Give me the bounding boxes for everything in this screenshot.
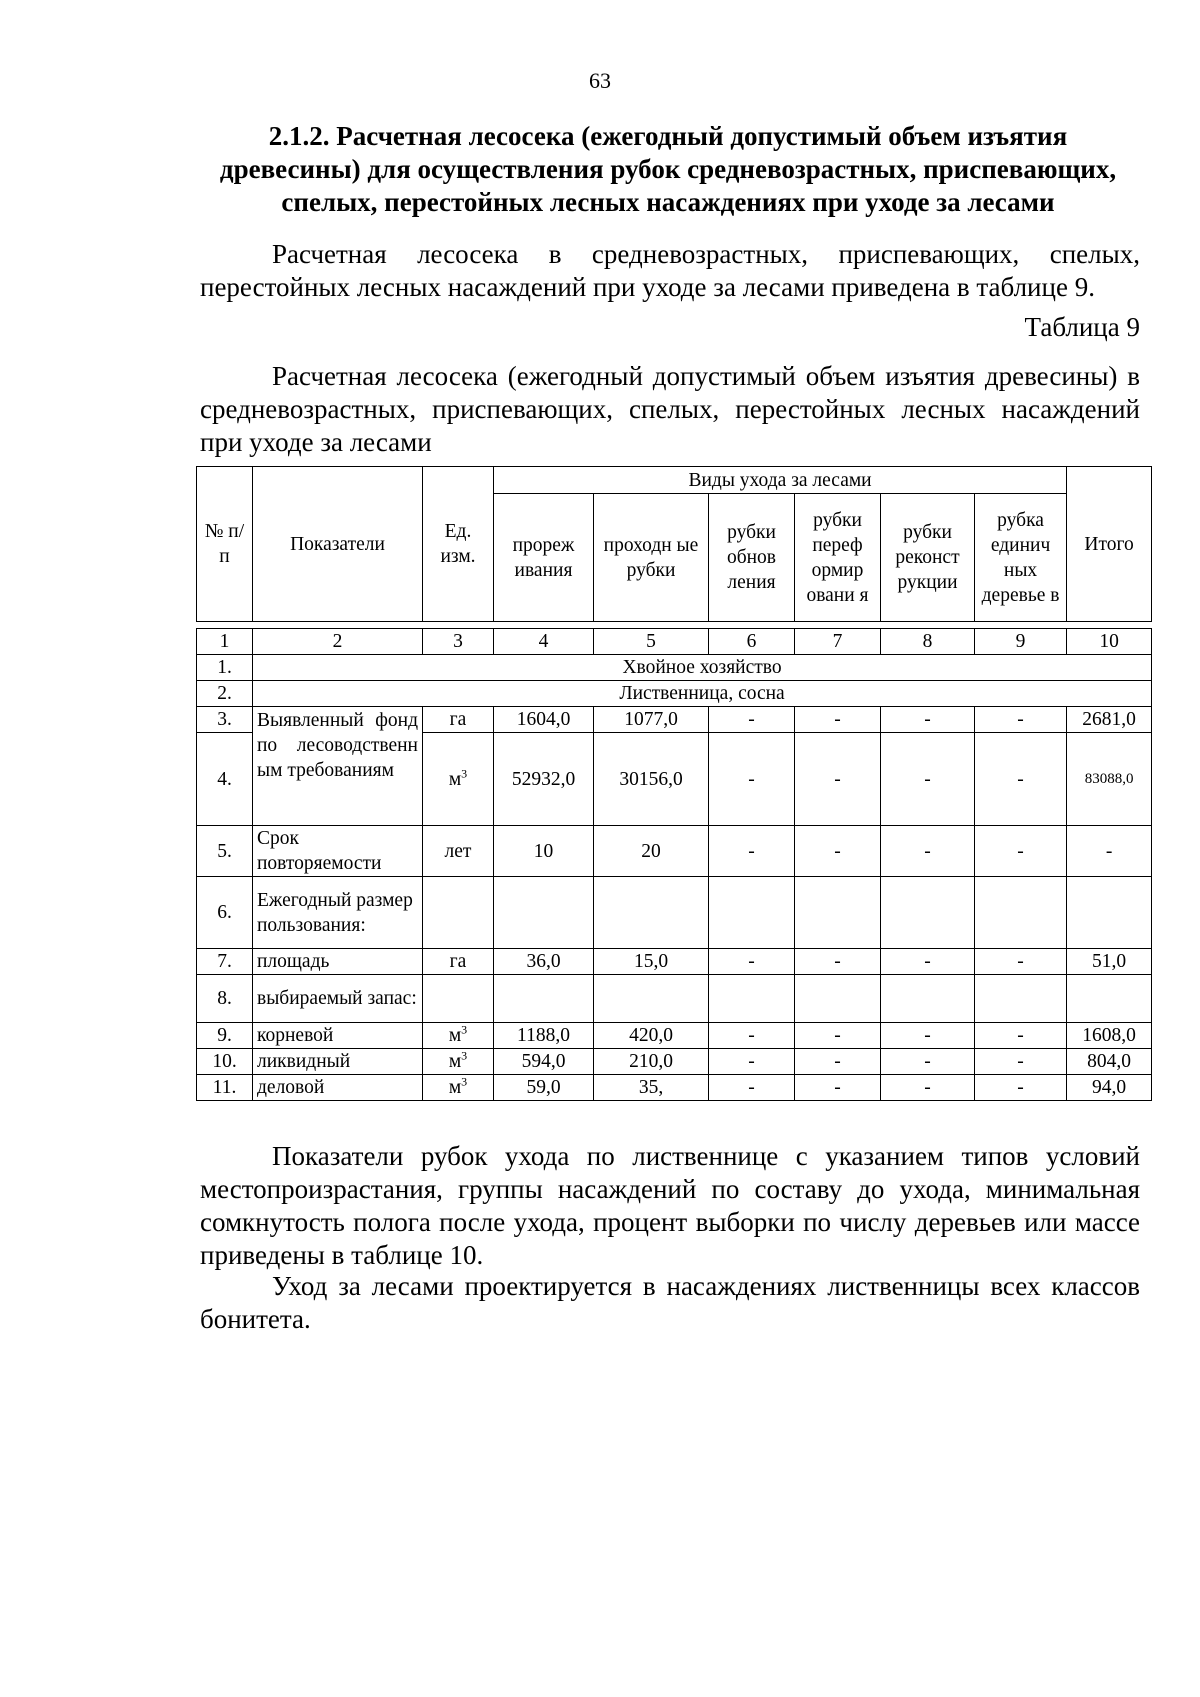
- row-num: 2.: [197, 681, 253, 707]
- empty-cell: [795, 877, 881, 949]
- header-renewal-cutting: рубки обнов ления: [709, 494, 795, 622]
- table-row: [197, 707, 1152, 733]
- cell-c6: -: [709, 707, 795, 733]
- cell-c7: -: [795, 949, 881, 975]
- col-number: 8: [881, 629, 975, 655]
- cell-c8: -: [881, 1049, 975, 1075]
- indicators-paragraph: Показатели рубок ухода по лиственнице с указанием типов условий местопроизрастания, группы насаждений по составу до ухода, минимальная сомкнутость полога после ухода, процент выборки по числу деревьев или массе приведены в таблице 10.: [200, 1141, 1140, 1270]
- cell-c7: -: [795, 1049, 881, 1075]
- cell-c4: 1604,0: [494, 707, 594, 733]
- row-unit: га: [423, 707, 494, 733]
- row-unit: [423, 1023, 494, 1049]
- row-label: ликвидный: [253, 1049, 423, 1075]
- cell-c5: 30156,0: [594, 733, 709, 826]
- table-row: [197, 655, 1152, 681]
- cell-c9: -: [975, 707, 1067, 733]
- header-row-top: [197, 467, 1152, 494]
- row-unit: [423, 1049, 494, 1075]
- col-number: 9: [975, 629, 1067, 655]
- col-number: 1: [197, 629, 253, 655]
- fund-label: Выявленный фонд по лесоводственн ым требованиям: [253, 707, 423, 826]
- cell-total: 804,0: [1067, 1049, 1152, 1075]
- cell-c8: -: [881, 707, 975, 733]
- cell-c9: -: [975, 733, 1067, 826]
- cell-c5: 15,0: [594, 949, 709, 975]
- header-total: Итого: [1067, 467, 1152, 622]
- col-number: 6: [709, 629, 795, 655]
- header-gap: [197, 622, 1152, 629]
- empty-cell: [975, 975, 1067, 1023]
- column-number-row: [197, 629, 1152, 655]
- table-row: [197, 975, 1152, 1023]
- row-label: выбираемый запас:: [253, 975, 423, 1023]
- col-number: 3: [423, 629, 494, 655]
- cell-c5: 210,0: [594, 1049, 709, 1075]
- cell-c8: -: [881, 1075, 975, 1101]
- row-num: 4.: [197, 733, 253, 826]
- intro-paragraph: Расчетная лесосека в средневозрастных, приспевающих, спелых, перестойных лесных насаждений при уходе за лесами приведена в таблице 9.: [200, 239, 1140, 302]
- cell-total: -: [1067, 826, 1152, 877]
- unit-superscript: 3: [461, 1048, 468, 1063]
- empty-cell: [594, 975, 709, 1023]
- row-num: 5.: [197, 826, 253, 877]
- cell-c8: -: [881, 949, 975, 975]
- cell-total: 1608,0: [1067, 1023, 1152, 1049]
- header-thinning: прореж ивания: [494, 494, 594, 622]
- empty-cell: [975, 877, 1067, 949]
- table-row: [197, 826, 1152, 877]
- header-care-types: Виды ухода за лесами: [494, 467, 1067, 494]
- row-label: Ежегодный размер пользования:: [253, 877, 423, 949]
- unit-text: м: [448, 768, 462, 790]
- header-num: № п/п: [197, 467, 253, 622]
- cell-c6: -: [709, 1023, 795, 1049]
- page-number: 63: [589, 68, 611, 93]
- unit-text: м: [448, 1077, 462, 1098]
- row-num: 9.: [197, 1023, 253, 1049]
- cell-c9: -: [975, 1023, 1067, 1049]
- cell-total: 2681,0: [1067, 707, 1152, 733]
- cell-c5: 35,: [594, 1075, 709, 1101]
- empty-cell: [423, 877, 494, 949]
- care-paragraph: Уход за лесами проектируется в насаждениях лиственницы всех классов бонитета.: [200, 1271, 1140, 1334]
- cell-c4: 594,0: [494, 1049, 594, 1075]
- header-unit: Ед. изм.: [423, 467, 494, 622]
- cell-total: 51,0: [1067, 949, 1152, 975]
- cell-c7: -: [795, 733, 881, 826]
- table-row: [197, 681, 1152, 707]
- row-num: 6.: [197, 877, 253, 949]
- cell-c7: -: [795, 1075, 881, 1101]
- cell-c9: -: [975, 1049, 1067, 1075]
- empty-cell: [709, 975, 795, 1023]
- row-unit: [423, 1075, 494, 1101]
- row-num: 3.: [197, 707, 253, 733]
- cell-c6: -: [709, 733, 795, 826]
- gap-cell: [197, 622, 1152, 629]
- empty-cell: [795, 975, 881, 1023]
- header-reconstruction-cutting: рубки реконст рукции: [881, 494, 975, 622]
- cell-c9: -: [975, 949, 1067, 975]
- empty-cell: [423, 975, 494, 1023]
- row-num: 1.: [197, 655, 253, 681]
- cell-c4: 10: [494, 826, 594, 877]
- cell-c5: 1077,0: [594, 707, 709, 733]
- empty-cell: [494, 877, 594, 949]
- unit-text: м: [448, 1025, 462, 1046]
- cell-c5: 420,0: [594, 1023, 709, 1049]
- cell-total: 83088,0: [1067, 733, 1152, 826]
- unit-text: м: [448, 1051, 462, 1072]
- cell-c4: 1188,0: [494, 1023, 594, 1049]
- row-label: Срок повторяемости: [253, 826, 423, 877]
- empty-cell: [709, 877, 795, 949]
- table-row: [197, 1075, 1152, 1101]
- table-row: [197, 949, 1152, 975]
- row-label: площадь: [253, 949, 423, 975]
- header-reformation-cutting: рубки переф ормир овани я: [795, 494, 881, 622]
- row-label: корневой: [253, 1023, 423, 1049]
- row-unit: га: [423, 949, 494, 975]
- section-heading: 2.1.2. Расчетная лесосека (ежегодный допустимый объем изъятия древесины) для осуществления рубок средневозрастных, приспевающих, спелых, перестойных лесных насаждениях при уходе за лесами: [219, 121, 1117, 217]
- unit-superscript: 3: [461, 766, 468, 780]
- cell-c4: 59,0: [494, 1075, 594, 1101]
- col-number: 2: [253, 629, 423, 655]
- forest-care-table: [196, 466, 1152, 1101]
- cell-c8: -: [881, 826, 975, 877]
- section-title: Хвойное хозяйство: [253, 655, 1152, 681]
- cell-c4: 52932,0: [494, 733, 594, 826]
- cell-c4: 36,0: [494, 949, 594, 975]
- empty-cell: [881, 877, 975, 949]
- col-number: 5: [594, 629, 709, 655]
- table-caption: Расчетная лесосека (ежегодный допустимый объем изъятия древесины) в средневозрастных, приспевающих, спелых, перестойных лесных насаждений при уходе за лесами: [200, 361, 1140, 457]
- cell-c7: -: [795, 707, 881, 733]
- empty-cell: [1067, 975, 1152, 1023]
- section-title: Лиственница, сосна: [253, 681, 1152, 707]
- cell-c7: -: [795, 826, 881, 877]
- row-num: 8.: [197, 975, 253, 1023]
- col-number: 7: [795, 629, 881, 655]
- header-single-tree-cutting: рубка единич ных деревье в: [975, 494, 1067, 622]
- table-row: [197, 1049, 1152, 1075]
- cell-c8: -: [881, 1023, 975, 1049]
- cell-c6: -: [709, 1075, 795, 1101]
- cell-c7: -: [795, 1023, 881, 1049]
- empty-cell: [494, 975, 594, 1023]
- col-number: 10: [1067, 629, 1152, 655]
- empty-cell: [594, 877, 709, 949]
- row-num: 10.: [197, 1049, 253, 1075]
- cell-total: 94,0: [1067, 1075, 1152, 1101]
- empty-cell: [1067, 877, 1152, 949]
- cell-c8: -: [881, 733, 975, 826]
- row-num: 7.: [197, 949, 253, 975]
- table-number: Таблица 9: [1024, 312, 1140, 342]
- unit-superscript: 3: [461, 1022, 468, 1037]
- unit-superscript: 3: [461, 1074, 468, 1089]
- cell-c6: -: [709, 826, 795, 877]
- cell-c5: 20: [594, 826, 709, 877]
- row-unit: [423, 733, 494, 826]
- table-row: [197, 1023, 1152, 1049]
- row-unit: лет: [423, 826, 494, 877]
- cell-c6: -: [709, 1049, 795, 1075]
- empty-cell: [881, 975, 975, 1023]
- header-indicators: Показатели: [253, 467, 423, 622]
- cell-c9: -: [975, 1075, 1067, 1101]
- cell-c9: -: [975, 826, 1067, 877]
- row-label: деловой: [253, 1075, 423, 1101]
- table-row: [197, 877, 1152, 949]
- row-num: 11.: [197, 1075, 253, 1101]
- col-number: 4: [494, 629, 594, 655]
- header-passage-cutting: проходн ые рубки: [594, 494, 709, 622]
- cell-c6: -: [709, 949, 795, 975]
